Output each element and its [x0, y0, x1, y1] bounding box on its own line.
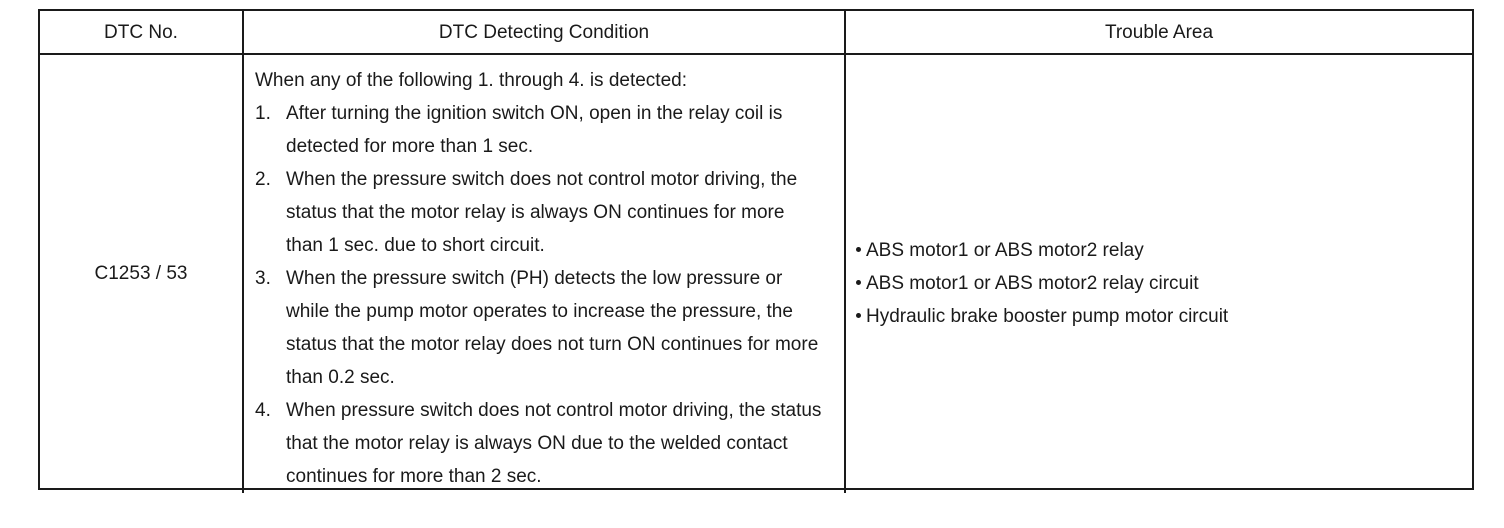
- header-detecting-condition: DTC Detecting Condition: [244, 11, 846, 55]
- header-dtc-no: DTC No.: [40, 11, 244, 55]
- bullet-icon: [856, 313, 861, 318]
- condition-item-3: [255, 262, 834, 394]
- trouble-area-text: ABS motor1 or ABS motor2 relay: [866, 239, 1144, 261]
- dtc-table: [38, 9, 1474, 490]
- condition-item-1: [255, 97, 834, 163]
- condition-text: When pressure switch does not control motor driving, the status that the motor relay is always ON due to the welded contact continues for more than 2 sec.: [286, 400, 822, 487]
- detecting-condition-cell: [244, 55, 846, 493]
- condition-number: 4.: [255, 400, 271, 421]
- trouble-area-item-1: [856, 234, 1472, 267]
- header-trouble-area: Trouble Area: [846, 11, 1472, 55]
- condition-item-2: [255, 163, 834, 262]
- condition-list: [255, 97, 834, 493]
- bullet-icon: [856, 280, 861, 285]
- dtc-number: C1253 / 53: [40, 55, 244, 493]
- condition-number: 1.: [255, 103, 271, 124]
- trouble-area-item-2: [856, 267, 1472, 300]
- trouble-area-item-3: [856, 300, 1472, 333]
- condition-text: When the pressure switch does not control motor driving, the status that the motor relay is always ON continues for more than 1 sec. due to short circuit.: [286, 169, 798, 256]
- trouble-area-text: ABS motor1 or ABS motor2 relay circuit: [866, 272, 1199, 294]
- condition-text: After turning the ignition switch ON, open in the relay coil is detected for more than 1 sec.: [286, 103, 783, 157]
- trouble-area-cell: [846, 55, 1472, 493]
- condition-item-4: [255, 394, 834, 493]
- condition-number: 3.: [255, 268, 271, 289]
- trouble-area-text: Hydraulic brake booster pump motor circuit: [866, 305, 1229, 327]
- bullet-icon: [856, 247, 861, 252]
- condition-number: 2.: [255, 169, 271, 190]
- condition-intro: When any of the following 1. through 4. is detected:: [255, 70, 687, 91]
- condition-text: When the pressure switch (PH) detects the low pressure or while the pump motor operates to increase the pressure, the status that the motor relay does not turn ON continues for more than 0.2 sec.: [286, 268, 819, 388]
